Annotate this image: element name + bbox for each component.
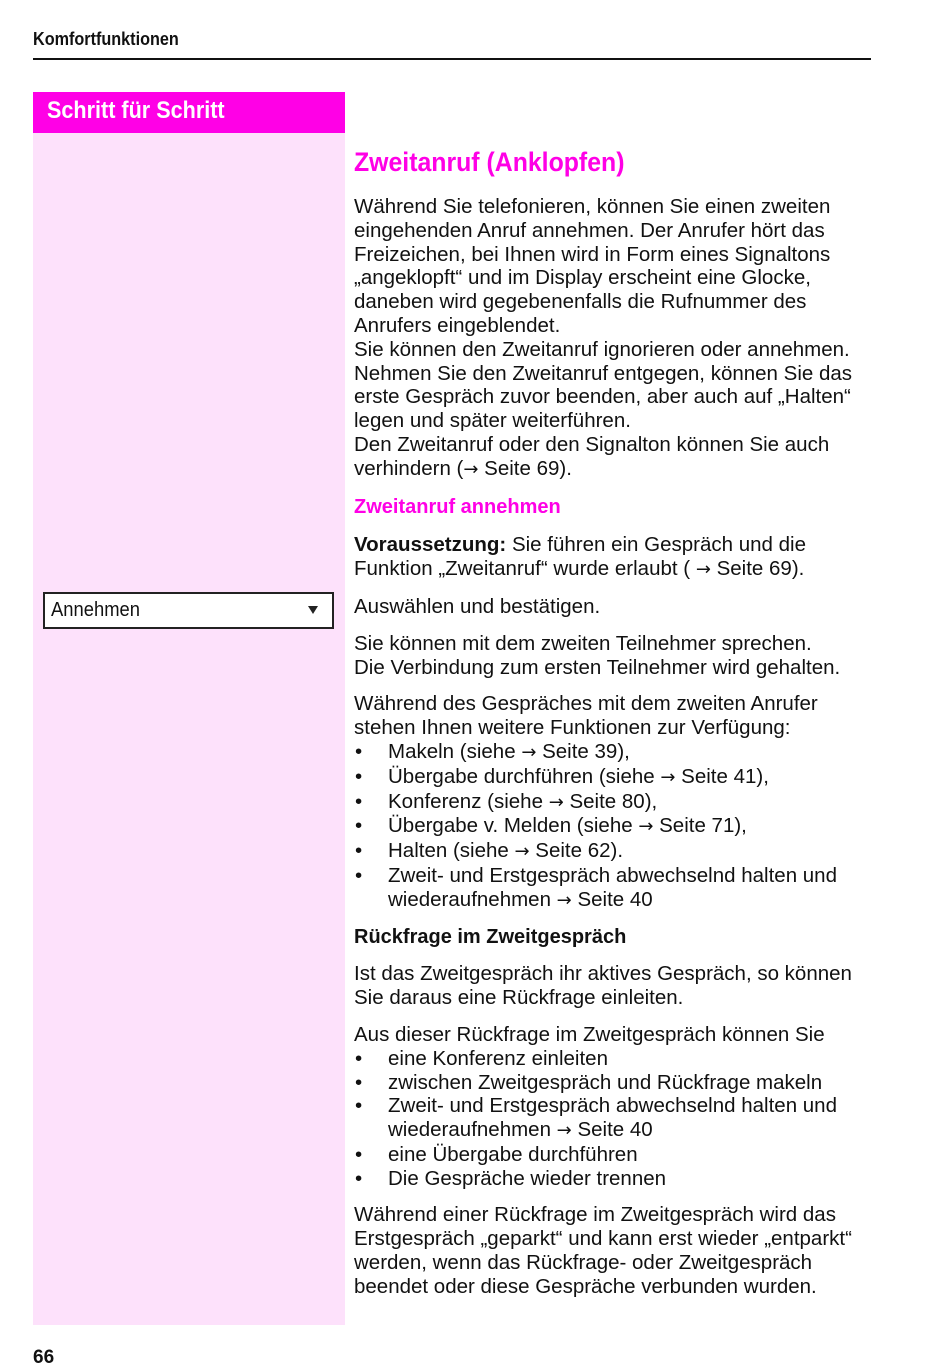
right-arrow-icon: →	[463, 458, 479, 480]
result-text: Sie können mit dem zweiten Teilnehmer sprechen.	[354, 631, 812, 655]
right-arrow-icon: →	[695, 559, 711, 581]
prerequisite: Voraussetzung: Sie führen ein Gespräch und die Funktion „Zweitanruf“ wurde erlaubt ( → Seite 69).	[354, 533, 806, 581]
intro-paragraph: Den Zweitanruf oder den Signalton können Sie auch verhindern (→ Seite 69).	[354, 432, 830, 480]
list-item: • Zweit- und Erstgespräch abwechselnd halten und wiederaufnehmen → Seite 40	[354, 864, 874, 913]
result-text: Die Verbindung zum ersten Teilnehmer wird gehalten.	[354, 655, 841, 679]
functions-list	[354, 740, 874, 913]
main-content	[354, 146, 874, 1299]
right-arrow-icon: →	[556, 1120, 572, 1142]
right-arrow-icon: →	[660, 766, 676, 788]
options-intro: Aus dieser Rückfrage im Zweitgespräch können Sie	[354, 1022, 825, 1046]
options-list	[354, 1047, 874, 1191]
functions-intro: Während des Gespräches mit dem zweiten Anrufer stehen Ihnen weitere Funktionen zur Verfügung:	[354, 692, 818, 740]
prerequisite-label: Voraussetzung:	[354, 533, 507, 557]
intro-paragraph: Sie können den Zweitanruf ignorieren oder annehmen. Nehmen Sie den Zweitanruf entgegen, können Sie das erste Gespräch zuvor beenden, aber auch auf „Halten“ legen und später weiterführen.	[354, 337, 853, 433]
right-arrow-icon: →	[521, 741, 537, 763]
step-sidebar	[33, 92, 345, 1325]
closing-paragraph: Während einer Rückfrage im Zweitgespräch wird das Erstgespräch „geparkt“ und kann erst wieder „entparkt“ werden, wenn das Rückfrage- oder Zweitgespräch beendet oder diese Gespräche verbunden wurden.	[354, 1203, 852, 1298]
sidebar-heading	[33, 92, 345, 133]
list-item: • Konferenz (siehe → Seite 80),	[354, 790, 874, 815]
subheading-zweitanruf-annehmen: Zweitanruf annehmen	[354, 495, 561, 518]
triangle-down-icon	[308, 606, 318, 614]
page-number: 66	[33, 1347, 55, 1368]
right-arrow-icon: →	[638, 816, 654, 838]
list-item: • eine Konferenz einleiten	[354, 1047, 874, 1071]
list-item: • Übergabe v. Melden (siehe → Seite 71),	[354, 814, 874, 839]
list-item: • Zweit- und Erstgespräch abwechselnd halten und wiederaufnehmen → Seite 40	[354, 1094, 874, 1143]
instruction-text: Auswählen und bestätigen.	[354, 594, 601, 618]
list-item: • Übergabe durchführen (siehe → Seite 41),	[354, 765, 874, 790]
running-header: Komfortfunktionen	[33, 29, 179, 49]
right-arrow-icon: →	[548, 791, 564, 813]
intro-paragraph: Während Sie telefonieren, können Sie einen zweiten eingehenden Anruf annehmen. Der Anrufer hört das Freizeichen, bei Ihnen wird in Form eines Signaltons „angeklopft“ und im Display erscheint eine Glocke, daneben wird gegebenenfalls die Rufnummer des Anrufers eingeblendet.	[354, 195, 831, 337]
header-rule	[33, 58, 871, 60]
rueckfrage-paragraph: Ist das Zweitgespräch ihr aktives Gespräch, so können Sie daraus eine Rückfrage einleiten.	[354, 962, 852, 1010]
list-item: • Die Gespräche wieder trennen	[354, 1167, 874, 1191]
right-arrow-icon: →	[514, 841, 530, 863]
subheading-rueckfrage: Rückfrage im Zweitgespräch	[354, 925, 627, 948]
list-item: • zwischen Zweitgespräch und Rückfrage makeln	[354, 1071, 874, 1095]
section-title: Zweitanruf (Anklopfen)	[354, 147, 625, 177]
dropdown-value: Annehmen	[51, 599, 141, 621]
list-item: • Makeln (siehe → Seite 39),	[354, 740, 874, 765]
list-item: • eine Übergabe durchführen	[354, 1143, 874, 1167]
sidebar-heading-label: Schritt für Schritt	[47, 97, 225, 124]
right-arrow-icon: →	[556, 889, 572, 911]
annehmen-dropdown[interactable]	[43, 592, 334, 629]
list-item: • Halten (siehe → Seite 62).	[354, 839, 874, 864]
